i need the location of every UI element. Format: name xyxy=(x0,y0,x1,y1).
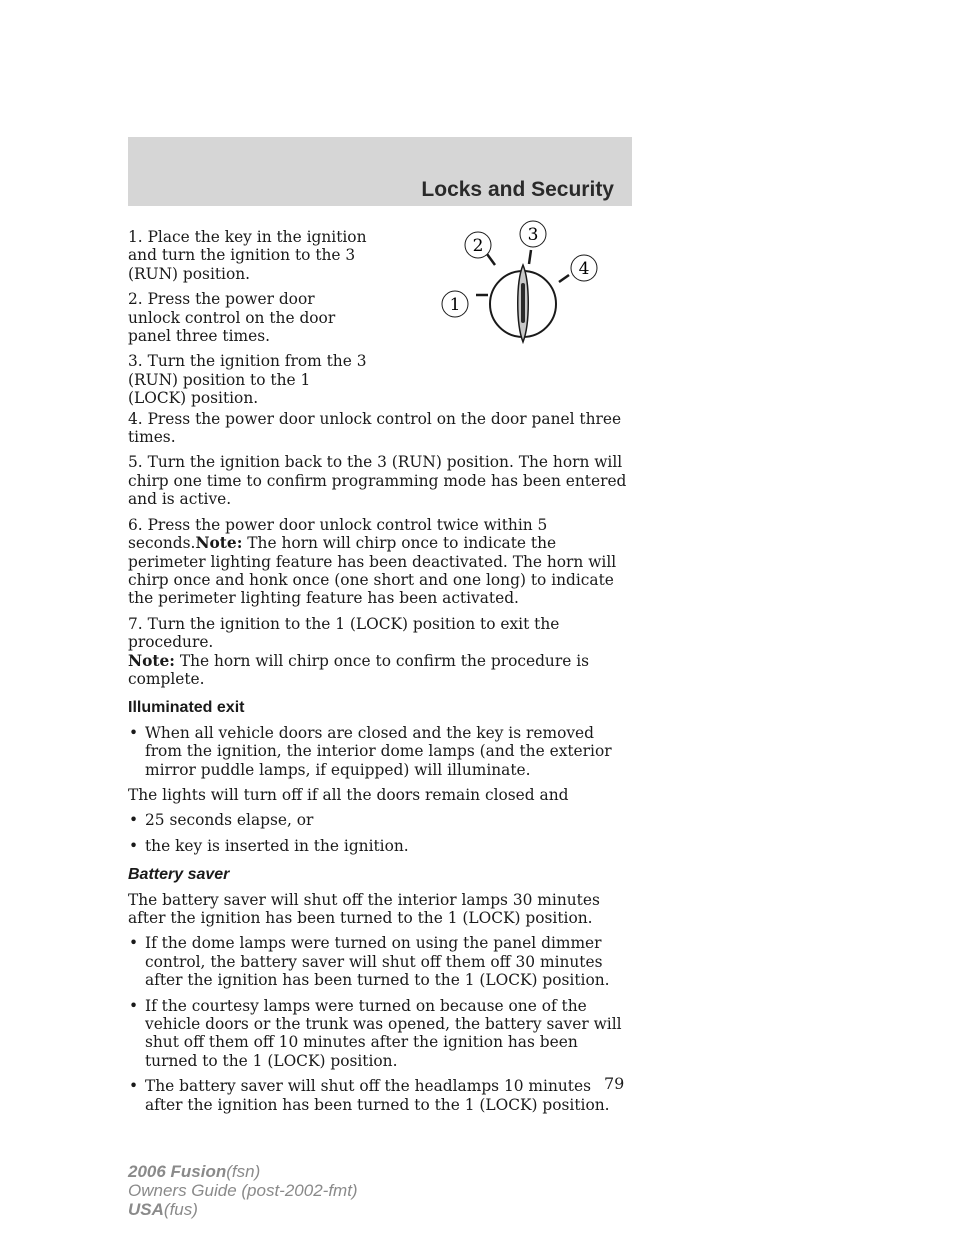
position-tick-3 xyxy=(529,250,531,264)
list-item: • 25 seconds elapse, or xyxy=(128,811,632,829)
step-7-note-text: The horn will chirp once to confirm the procedure is complete. xyxy=(128,651,590,688)
step-7-note-label: Note: xyxy=(128,651,175,670)
position-label-4: 4 xyxy=(578,259,590,279)
document-footer xyxy=(128,1162,358,1219)
position-label-3: 3 xyxy=(527,225,539,245)
list-item: • the key is inserted in the ignition. xyxy=(128,837,632,855)
page-content xyxy=(128,225,632,1121)
footer-market-code: (fus) xyxy=(163,1200,198,1219)
list-item: • If the dome lamps were turned on using the panel dimmer control, the battery saver will shut off them off 30 minutes after the ignition has been turned to the 1 (LOCK) position. xyxy=(128,934,632,989)
step-6-text: 6. Press the power door unlock control twice within 5 seconds. xyxy=(128,515,548,553)
footer-model-code: (fsn) xyxy=(226,1162,261,1181)
step-7 xyxy=(128,615,632,689)
step-3: 3. Turn the ignition from the 3 (RUN) position to the 1 (LOCK) position. xyxy=(128,352,367,408)
illuminated-exit-intro: The lights will turn off if all the doors remain closed and xyxy=(128,785,569,804)
key-slot xyxy=(521,283,525,323)
footer-line-2: Owners Guide (post-2002-fmt) xyxy=(128,1181,358,1200)
ignition-diagram xyxy=(433,220,633,350)
step-1: 1. Place the key in the ignition and turn the ignition to the 3 (RUN) position. xyxy=(128,228,367,283)
battery-saver-heading: Battery saver xyxy=(128,866,230,884)
list-item: • When all vehicle doors are closed and the key is removed from the ignition, the interior dome lamps (and the exterior mirror puddle lamps, if equipped) will illuminate. xyxy=(128,724,632,779)
illuminated-exit-heading: Illuminated exit xyxy=(128,699,245,717)
battery-saver-intro: The battery saver will shut off the interior lamps 30 minutes after the ignition has been turned to the 1 (LOCK) position. xyxy=(128,890,600,927)
step-6-note-label: Note: xyxy=(195,534,243,553)
step-7-text: 7. Turn the ignition to the 1 (LOCK) position to exit the procedure. xyxy=(128,614,560,652)
illuminated-exit-conditions xyxy=(128,811,632,855)
step-6 xyxy=(128,516,632,608)
battery-saver-list xyxy=(128,934,632,1114)
illuminated-exit-list xyxy=(128,724,632,779)
step-6-note-text: The horn will chirp once to indicate the perimeter lighting feature has been deactivated. The horn will chirp once and honk once (one short and one long) to indicate the perimeter lighting feature has been activated. xyxy=(128,534,617,608)
footer-market: USA xyxy=(128,1200,164,1219)
section-title: Locks and Security xyxy=(421,178,614,201)
position-tick-2 xyxy=(487,254,495,265)
footer-model: 2006 Fusion xyxy=(128,1162,227,1181)
footer-line-3 xyxy=(128,1200,358,1219)
section-header-band xyxy=(128,137,632,206)
step-4: 4. Press the power door unlock control on the door panel three times. xyxy=(128,409,622,447)
position-tick-4 xyxy=(559,275,569,282)
step-2: 2. Press the power door unlock control on the door panel three times. xyxy=(128,290,336,346)
position-label-1: 1 xyxy=(449,295,461,315)
position-label-2: 2 xyxy=(472,236,484,256)
list-item: • The battery saver will shut off the headlamps 10 minutes after the ignition has been turned to the 1 (LOCK) position. xyxy=(128,1077,632,1114)
step-5: 5. Turn the ignition back to the 3 (RUN) position. The horn will chirp one time to confirm programming mode has been entered and is active. xyxy=(128,453,627,509)
page-number: 79 xyxy=(604,1074,625,1093)
list-item: • If the courtesy lamps were turned on because one of the vehicle doors or the trunk was opened, the battery saver will shut off them off 10 minutes after the ignition has been turned to the 1 (LOCK) position. xyxy=(128,997,632,1071)
footer-line-1 xyxy=(128,1162,358,1181)
